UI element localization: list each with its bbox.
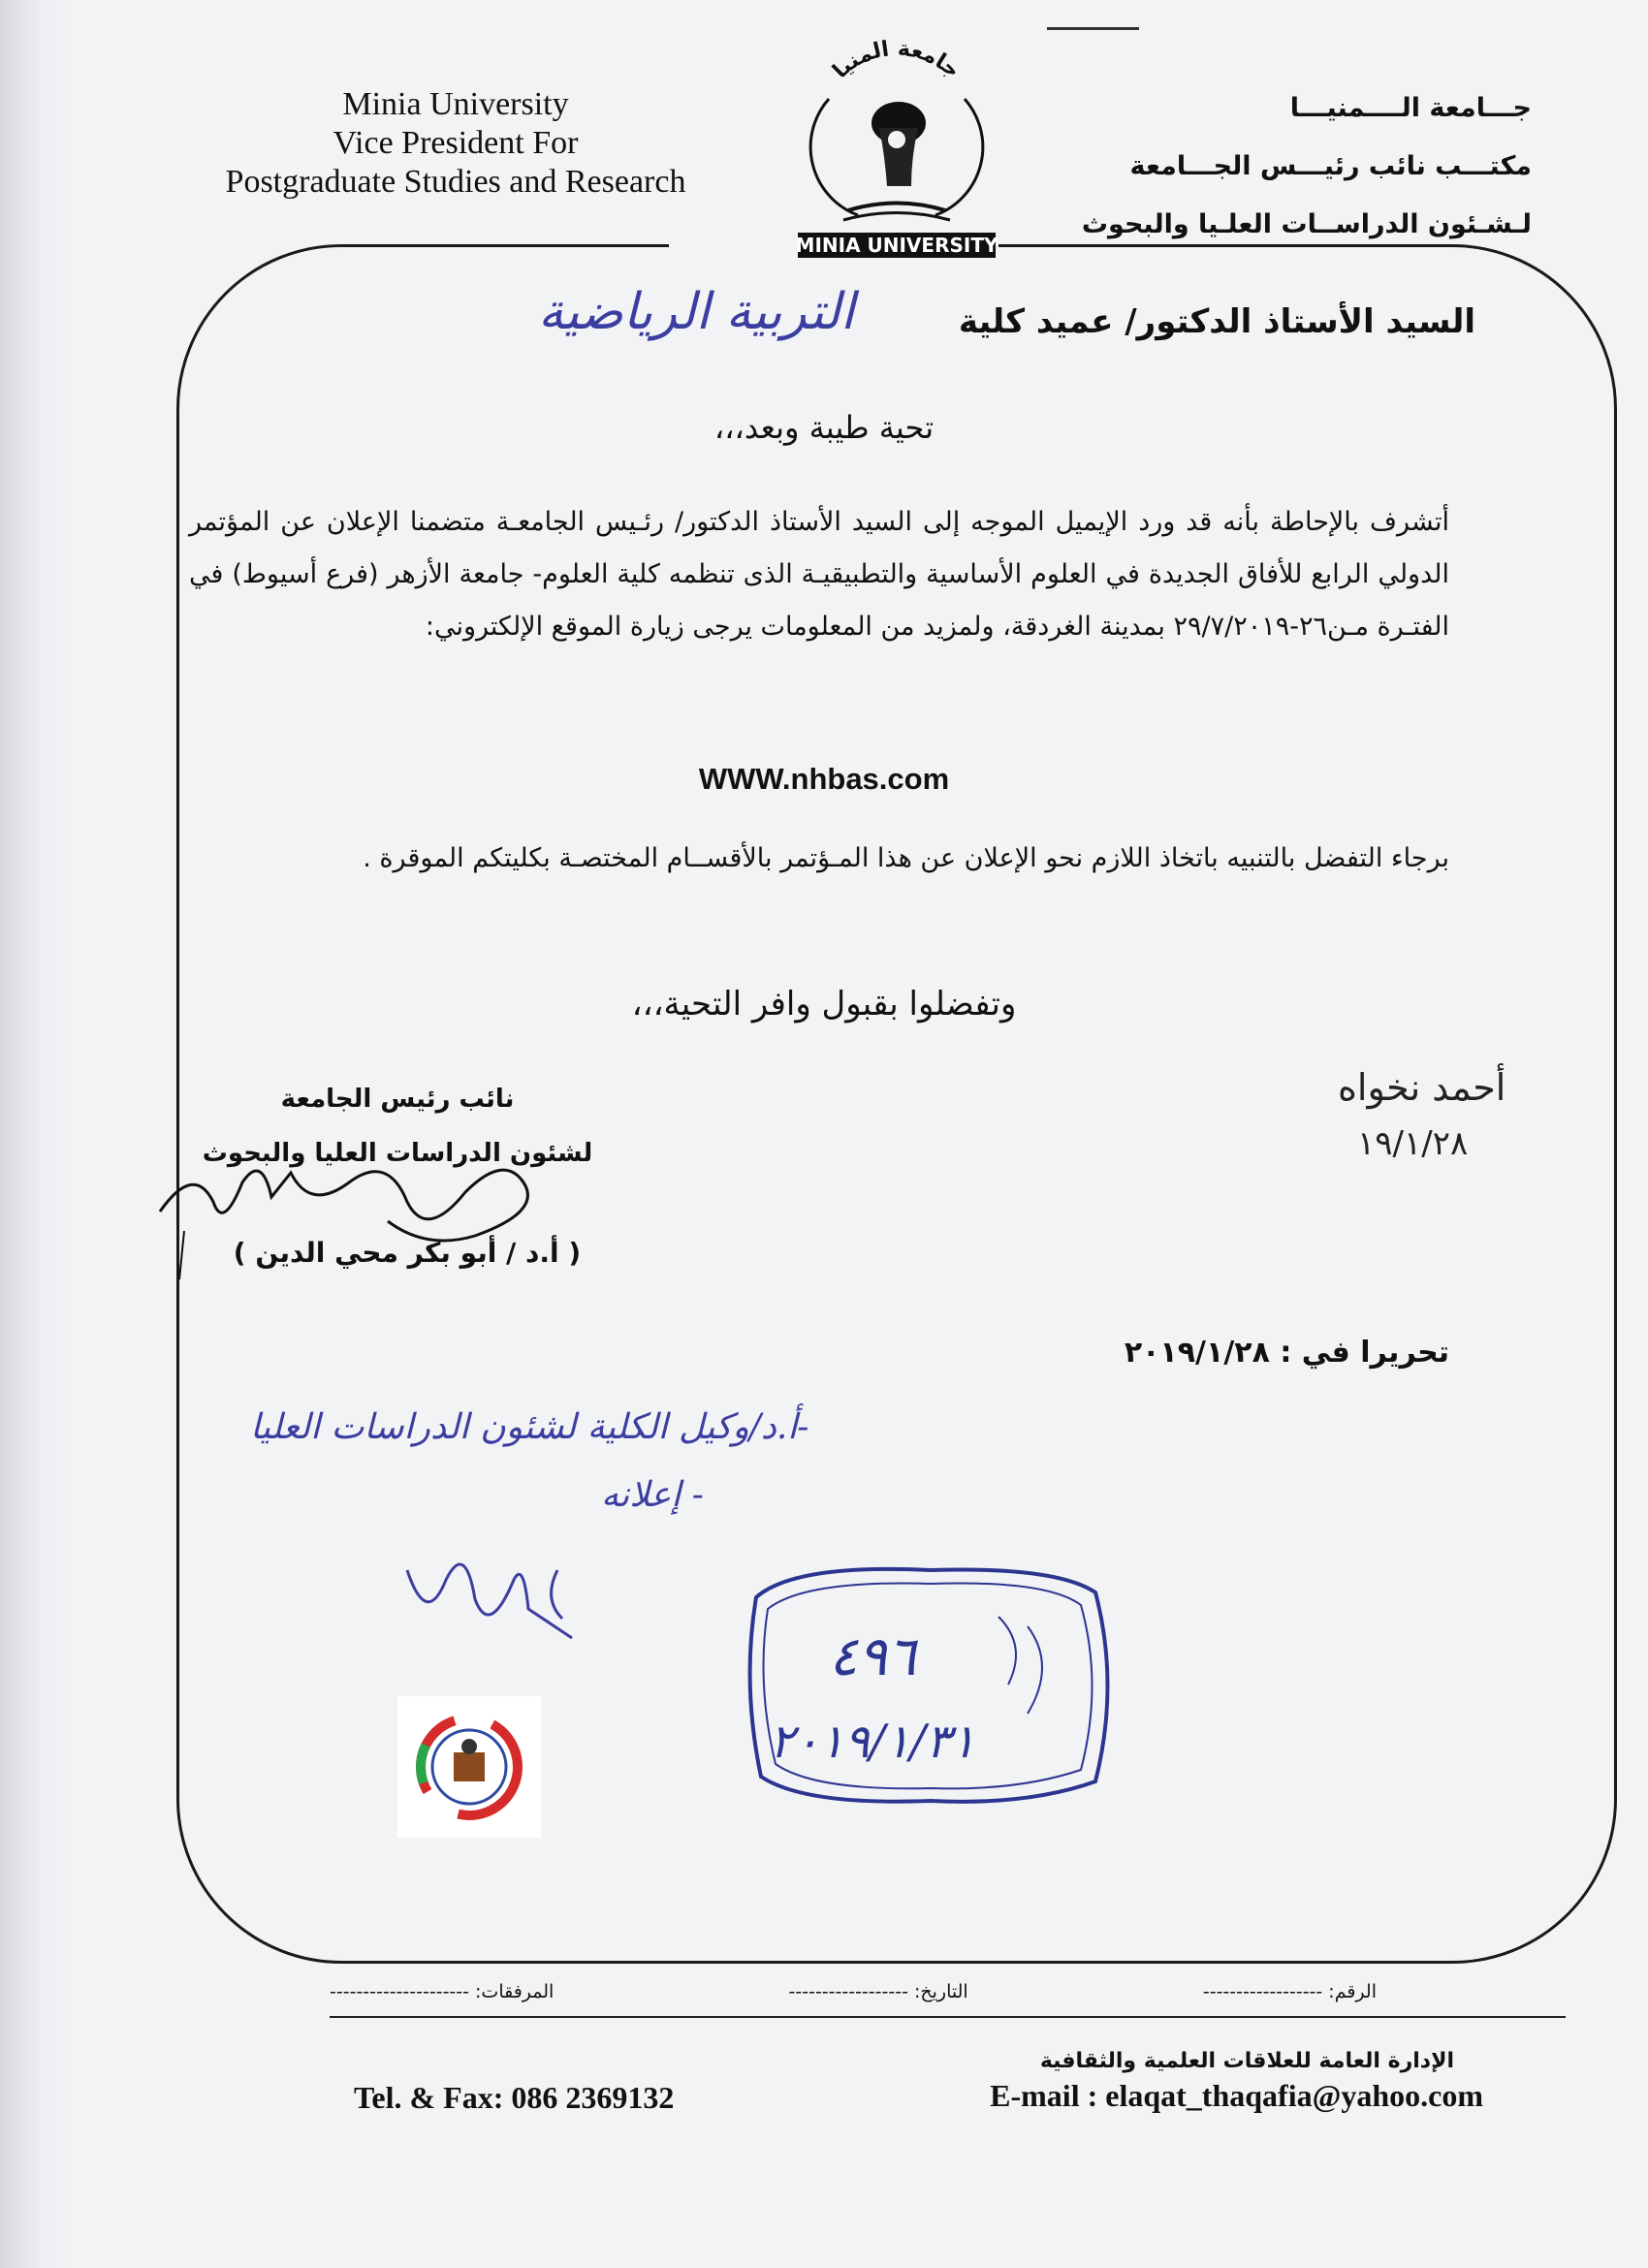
arabic-header-line-1: جـــامعة الــــمنيـــا: [1289, 93, 1532, 123]
recipient-line: السيد الأستاذ الدكتور/ عميد كلية: [958, 302, 1475, 341]
stamp-number: ٤٩٦: [828, 1625, 917, 1688]
english-header-line-1: Minia University: [342, 86, 569, 122]
logo-arabic-text: جامعة المنيا: [828, 36, 965, 84]
handwritten-initials: [397, 1541, 601, 1657]
arabic-header: [989, 79, 1532, 254]
footer-divider: [330, 2016, 1566, 2018]
handwritten-note-1: -أ.د/وكيل الكلية لشئون الدراسات العليا: [250, 1407, 809, 1447]
closing-line: وتفضلوا بقبول وافر التحية،،،: [631, 985, 1017, 1024]
date-field: التاريخ: ------------------: [788, 1981, 968, 2002]
english-header-line-2: Vice President For: [333, 125, 579, 161]
arabic-header-line-3: لـشـئون الدراســات العلـيا والبحوث: [1081, 209, 1532, 239]
body-paragraph-1: أتشرف بالإحاطة بأنه قد ورد الإيميل الموجه إلى السيد الأستاذ الدكتور/ رئـيس الجامعـة متضمنا الإعلان عن المؤتمر الدولي الرابع للأفاق الجديدة في العلوم الأساسية والتطبيقيـة الذى تنظمه كلية العلوم- جامعة الأزهر (فرع أسيوط) في الفتـرة مـن٢٦-٢٩/٧/٢٠١٩ بمدينة الغردقة، ولمزيد من المعلومات يرجى زيارة الموقع الإلكتروني:: [189, 507, 1449, 642]
top-rule: [1047, 27, 1139, 30]
greeting: تحية طيبة وبعد،،،: [713, 409, 935, 446]
reference-fields: [330, 1981, 1377, 2002]
attachments-field: المرفقات: ---------------------: [330, 1981, 555, 2002]
ref-number-field: الرقم: ------------------: [1202, 1981, 1377, 2002]
handwritten-note-2: - إعلانه: [601, 1475, 704, 1515]
recipient-handwritten: التربية الرياضية: [538, 283, 855, 341]
logo-english-text: MINIA UNIVERSITY: [795, 234, 998, 257]
arabic-header-line-2: مكتـــب نائب رئيـــس الجـــامعة: [1129, 151, 1532, 181]
signature-title-line-2: لشئون الدراسات العليا والبحوث: [202, 1139, 593, 1168]
signature-title-line-1: نائب رئيس الجامعة: [280, 1085, 515, 1114]
scan-left-edge: [0, 0, 68, 2268]
written-on-date: تحريرا في : ٢٠١٩/١/٢٨: [1124, 1336, 1449, 1370]
incoming-stamp: [737, 1559, 1125, 1811]
english-header-line-3: Postgraduate Studies and Research: [225, 164, 686, 200]
email-address: E-mail : elaqat_thaqafia@yahoo.com: [990, 2078, 1483, 2113]
minia-university-logo: [790, 21, 1003, 259]
signatory-name: ( أ.د / أبو بكر محي الدين ): [233, 1237, 582, 1269]
telephone-fax: Tel. & Fax: 086 2369132: [354, 2080, 675, 2115]
handwritten-initials-right: أحمد نخواه: [1338, 1066, 1506, 1109]
emblem-image: [397, 1696, 541, 1838]
body-paragraph-2: برجاء التفضل بالتنبيه باتخاذ اللازم نحو الإعلان عن هذا المـؤتمر بالأقســام المختصـة بكليتكم الموقرة .: [363, 843, 1449, 873]
stamp-date: ٢٠١٩/١/٣١: [769, 1715, 976, 1769]
english-header: [204, 85, 708, 202]
department-name: الإدارة العامة للعلاقات العلمية والثقافية: [1039, 2049, 1454, 2073]
handwritten-date-right: ١٩/١/٢٨: [1357, 1124, 1469, 1163]
website-url: WWW.nhbas.com: [698, 762, 950, 796]
